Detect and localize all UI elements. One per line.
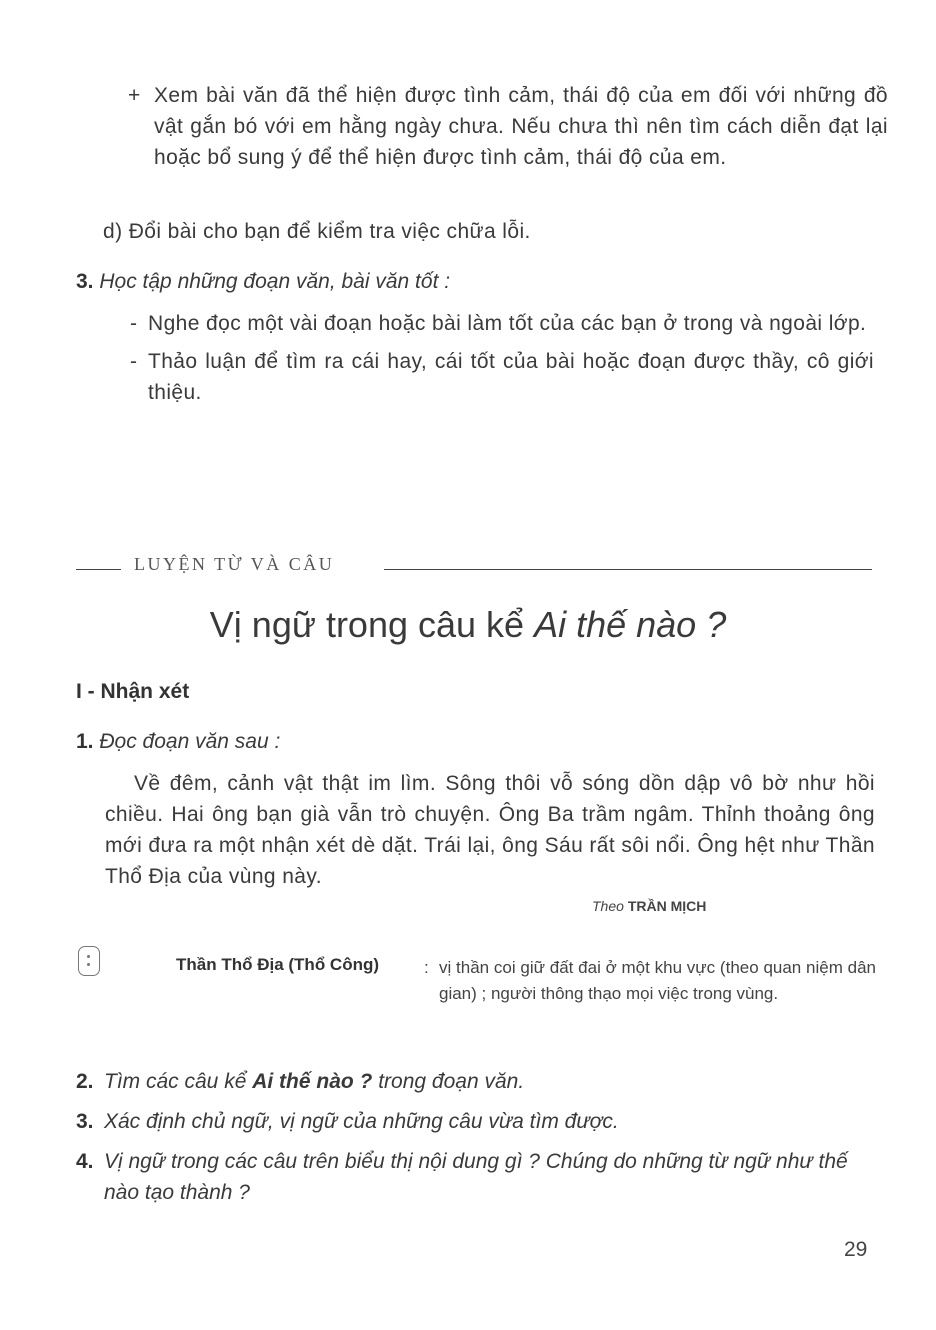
section-3-number: 3. xyxy=(76,270,94,293)
part-1-heading: I - Nhận xét xyxy=(76,680,190,703)
dash-mark: - xyxy=(130,350,138,373)
section-3-list xyxy=(130,308,874,415)
section-divider xyxy=(76,552,872,582)
lesson-title xyxy=(0,604,936,646)
question-text: Vị ngữ trong các câu trên biểu thị nội dung gì ? Chúng do những từ ngữ như thế nào tạo thành ? xyxy=(104,1150,848,1204)
note-icon xyxy=(78,946,100,976)
divider-line-left xyxy=(76,569,121,570)
divider-line-right xyxy=(384,569,872,570)
source-theo: Theo xyxy=(592,898,624,914)
passage-source xyxy=(592,898,706,914)
source-author: TRẦN MỊCH xyxy=(627,898,707,914)
question-item xyxy=(76,1146,876,1208)
list-item-text: Nghe đọc một vài đoạn hoặc bài làm tốt của các bạn ở trong và ngoài lớp. xyxy=(148,312,867,335)
page-number: 29 xyxy=(844,1238,868,1261)
list-item xyxy=(130,346,874,408)
divider-label: LUYỆN TỪ VÀ CÂU xyxy=(134,554,335,574)
note-definition xyxy=(424,955,876,1007)
note-term: Thần Thổ Địa (Thổ Công) xyxy=(176,955,380,974)
question-text: Xác định chủ ngữ, vị ngữ của những câu vừa tìm được. xyxy=(104,1110,619,1133)
note-icon-dot xyxy=(87,963,90,966)
note-icon-dot xyxy=(87,955,90,958)
lesson-title-plain: Vị ngữ trong câu kể xyxy=(209,604,535,645)
question-number: 2. xyxy=(76,1070,94,1093)
question-1-number: 1. xyxy=(76,730,94,753)
question-number: 4. xyxy=(76,1150,94,1173)
section-3-heading xyxy=(76,266,450,297)
question-item xyxy=(76,1106,876,1137)
list-item xyxy=(130,308,874,339)
question-number: 3. xyxy=(76,1110,94,1133)
note-colon: : xyxy=(424,958,429,977)
plus-bullet-mark: + xyxy=(128,84,141,107)
question-text-bold: Ai thế nào ? xyxy=(252,1070,373,1093)
lesson-title-italic: Ai thế nào ? xyxy=(534,604,727,645)
reading-passage: Về đêm, cảnh vật thật im lìm. Sông thôi vỗ sóng dồn dập vô bờ như hồi chiều. Hai ông bạn già vẫn trò chuyện. Ông Ba trầm ngâm. Thỉnh thoảng ông mới đưa ra một nhận xét dè dặt. Trái lại, ông Sáu rất sôi nổi. Ông hệt như Thần Thổ Địa của vùng này. xyxy=(105,772,876,888)
question-1 xyxy=(76,726,280,757)
plus-bullet-text: Xem bài văn đã thể hiện được tình cảm, thái độ của em đối với những đồ vật gắn bó với em hằng ngày chưa. Nếu chưa thì nên tìm cách diễn đạt lại hoặc bổ sung ý để thể hiện được tình cảm, thái độ của em. xyxy=(154,84,888,169)
section-3-title: Học tập những đoạn văn, bài văn tốt : xyxy=(99,270,451,293)
list-item-text: Thảo luận để tìm ra cái hay, cái tốt của bài hoặc đoạn được thầy, cô giới thiệu. xyxy=(148,350,874,404)
question-text-after: trong đoạn văn. xyxy=(372,1070,525,1093)
question-list xyxy=(76,1066,876,1217)
plus-bullet-item xyxy=(128,80,888,173)
question-1-title: Đọc đoạn văn sau : xyxy=(99,730,281,753)
item-d-text: d) Đổi bài cho bạn để kiểm tra việc chữa lỗi. xyxy=(103,220,531,243)
question-text-before: Tìm các câu kể xyxy=(104,1070,253,1093)
question-text xyxy=(104,1070,524,1093)
note-definition-text: vị thần coi giữ đất đai ở một khu vực (theo quan niệm dân gian) ; người thông thạo mọi việc trong vùng. xyxy=(439,958,876,1003)
question-item xyxy=(76,1066,876,1097)
dash-mark: - xyxy=(130,312,138,335)
